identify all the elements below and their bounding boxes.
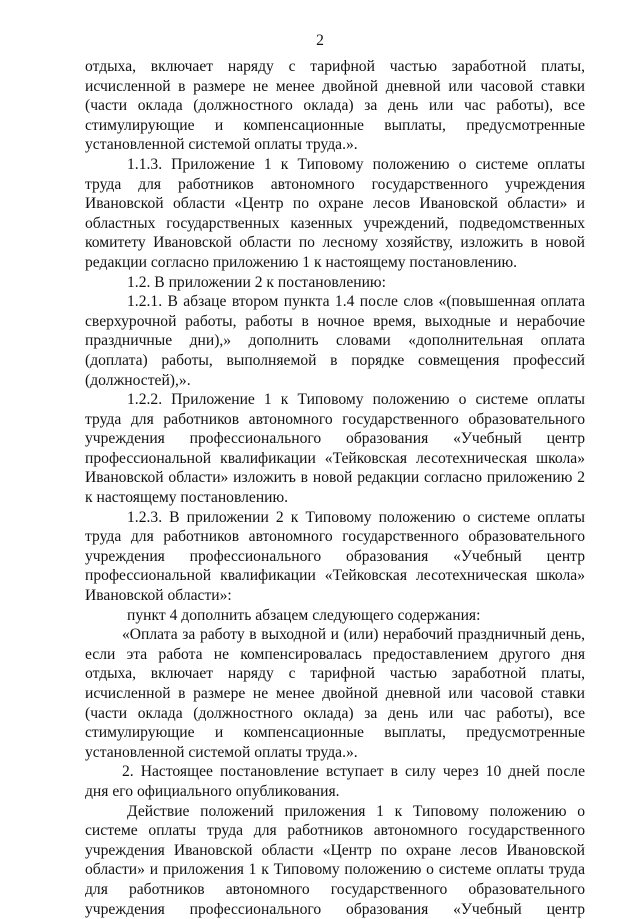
text-line: праздничные дни),» дополнить словами «дополнительная оплата xyxy=(85,332,585,350)
paragraph xyxy=(85,273,585,293)
text-line: отдыха, включает наряду с тарифной частью заработной платы, xyxy=(85,58,585,75)
text-line: к настоящему постановлению. xyxy=(85,489,289,507)
text-line: если эта работа не компенсировалась предоставлением другого дня xyxy=(85,645,585,663)
text-line: сверхурочной работы, работы в ночное время, выходные и нерабочие xyxy=(85,312,585,330)
page-number: 2 xyxy=(316,32,324,49)
text-line: 1.2.1. В абзаце втором пункта 1.4 после слов «(повышенная оплата xyxy=(127,293,585,311)
paragraph xyxy=(85,292,585,390)
text-line: учреждения профессионального образования «Учебный центр xyxy=(85,430,585,448)
text-line: профессиональной квалификации «Тейковская лесотехническая школа» xyxy=(85,567,585,585)
paragraph xyxy=(85,57,585,155)
text-line: учреждения Ивановской области «Центр по охране лесов Ивановской xyxy=(85,841,585,859)
text-line: 1.2.3. В приложении 2 к Типовому положению о системе оплаты xyxy=(127,508,585,526)
paragraph xyxy=(85,625,585,762)
text-line: установленной системой оплаты труда.». xyxy=(85,136,358,154)
paragraph xyxy=(85,802,585,919)
text-line: (части оклада (должностного оклада) за день или час работы), все xyxy=(85,704,585,722)
text-line: профессиональной квалификации «Тейковская лесотехническая школа» xyxy=(85,449,585,467)
text-line: комитету Ивановской области по лесному хозяйству, изложить в новой xyxy=(85,234,585,252)
text-line: Ивановской области» изложить в новой редакции согласно приложению 2 xyxy=(85,469,585,487)
text-line: 1.2.2. Приложение 1 к Типовому положению о системе оплаты xyxy=(127,391,585,409)
text-line: труда для работников автономного государственного учреждения xyxy=(85,175,585,193)
text-line: труда для работников автономного государственного образовательного xyxy=(85,528,585,546)
text-line: учреждения профессионального образования «Учебный центр xyxy=(85,547,585,565)
text-line: учреждения профессионального образования «Учебный центр xyxy=(85,900,585,918)
text-line: областных государственных казенных учреждений, подведомственных xyxy=(85,214,585,232)
text-line: Действие положений приложения 1 к Типовому положению о xyxy=(127,802,585,820)
text-line: (должностей),». xyxy=(85,371,191,389)
text-line: системе оплаты труда для работников автономного государственного xyxy=(85,822,585,840)
text-line: дня его официального опубликования. xyxy=(85,782,340,800)
paragraph xyxy=(85,390,585,508)
text-line: Ивановской области»: xyxy=(85,587,232,605)
text-line: области» и приложения 1 к Типовому положению о системе оплаты труда xyxy=(85,861,585,879)
text-line: «Оплата за работу в выходной и (или) нерабочий праздничный день, xyxy=(122,626,585,644)
text-line: 2. Настоящее постановление вступает в силу через 10 дней после xyxy=(122,763,585,781)
text-line: исчисленной в размере не менее двойной дневной или часовой ставки xyxy=(85,77,585,95)
paragraph xyxy=(85,508,585,606)
text-line: 1.2. В приложении 2 к постановлению: xyxy=(127,273,386,291)
text-line: (части оклада (должностного оклада) за день или час работы), все xyxy=(85,97,585,115)
text-line: редакции согласно приложению 1 к настоящему постановлению. xyxy=(85,253,518,271)
text-line: исчисленной в размере не менее двойной дневной или часовой ставки xyxy=(85,685,585,702)
text-line: стимулирующие и компенсационные выплаты, предусмотренные xyxy=(85,724,585,742)
text-line: труда для работников автономного государственного образовательного xyxy=(85,410,585,428)
paragraph xyxy=(85,606,585,626)
text-line: 1.1.3. Приложение 1 к Типовому положению о системе оплаты xyxy=(127,155,585,173)
document-body xyxy=(85,57,585,919)
paragraph xyxy=(85,155,585,273)
text-line: установленной системой оплаты труда.». xyxy=(85,743,358,761)
text-line: Ивановской области «Центр по охране лесов Ивановской области» и xyxy=(85,195,585,213)
text-line: стимулирующие и компенсационные выплаты, предусмотренные xyxy=(85,116,585,134)
text-line: отдыха, включает наряду с тарифной частью заработной платы, xyxy=(85,665,585,683)
text-line: пункт 4 дополнить абзацем следующего содержания: xyxy=(127,606,481,624)
text-line: (доплата) работы, выполняемой в порядке совмещения профессий xyxy=(85,351,585,369)
paragraph xyxy=(85,762,585,801)
text-line: для работников автономного государственного образовательного xyxy=(85,880,585,898)
